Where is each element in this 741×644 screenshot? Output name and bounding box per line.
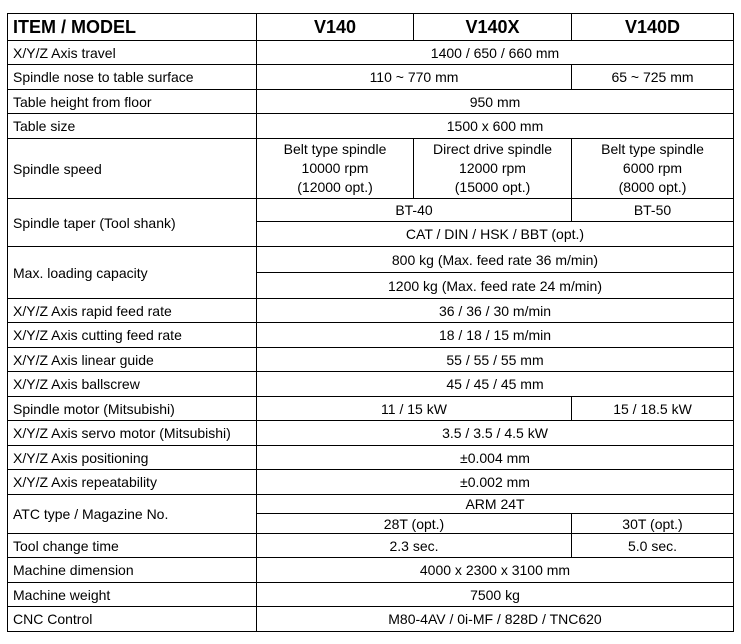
row-value: 7500 kg: [257, 583, 734, 607]
table-row: [8, 90, 734, 114]
table-row: [8, 534, 734, 558]
row-label: X/Y/Z Axis rapid feed rate: [8, 299, 257, 323]
row-value: 110 ~ 770 mm: [257, 65, 572, 90]
row-value: 55 / 55 / 55 mm: [257, 348, 734, 372]
row-value: ARM 24T: [257, 495, 734, 514]
row-value: CAT / DIN / HSK / BBT (opt.): [257, 222, 734, 247]
row-label: X/Y/Z Axis linear guide: [8, 348, 257, 372]
value-line: Belt type spindle: [601, 141, 704, 157]
row-value: 11 / 15 kW: [257, 397, 572, 421]
model-header-v140x: V140X: [414, 14, 572, 41]
row-value: ±0.002 mm: [257, 470, 734, 495]
row-value: 28T (opt.): [257, 514, 572, 534]
row-label: Table size: [8, 114, 257, 139]
row-label: Machine weight: [8, 583, 257, 607]
table-row: [8, 41, 734, 65]
row-value: [257, 139, 414, 199]
table-row: [8, 607, 734, 632]
row-value: 65 ~ 725 mm: [572, 65, 734, 90]
row-label: CNC Control: [8, 607, 257, 632]
value-line: 6000 rpm: [622, 160, 683, 176]
row-value: 45 / 45 / 45 mm: [257, 372, 734, 397]
row-label: Spindle speed: [8, 139, 257, 199]
table-row: [8, 139, 734, 199]
row-label: ATC type / Magazine No.: [8, 495, 257, 534]
table-row: [8, 558, 734, 583]
row-value: 4000 x 2300 x 3100 mm: [257, 558, 734, 583]
row-value: 1200 kg (Max. feed rate 24 m/min): [257, 273, 734, 299]
row-label: Spindle motor (Mitsubishi): [8, 397, 257, 421]
value-line: 12000 rpm: [459, 160, 526, 176]
row-value: 1400 / 650 / 660 mm: [257, 41, 734, 65]
table-row: [8, 348, 734, 372]
table-row: [8, 114, 734, 139]
value-line: 10000 rpm: [301, 160, 369, 176]
row-value: 5.0 sec.: [572, 534, 734, 558]
row-label: Max. loading capacity: [8, 247, 257, 299]
row-value: 1500 x 600 mm: [257, 114, 734, 139]
model-header-v140d: V140D: [572, 14, 734, 41]
row-label: Machine dimension: [8, 558, 257, 583]
row-label: X/Y/Z Axis repeatability: [8, 470, 257, 495]
row-label: X/Y/Z Axis positioning: [8, 446, 257, 470]
model-header-v140: V140: [257, 14, 414, 41]
row-value: ±0.004 mm: [257, 446, 734, 470]
item-model-header: ITEM / MODEL: [8, 14, 257, 41]
table-row: [8, 421, 734, 446]
row-value: 18 / 18 / 15 m/min: [257, 323, 734, 348]
row-value: M80-4AV / 0i-MF / 828D / TNC620: [257, 607, 734, 632]
table-row: [8, 65, 734, 90]
row-label: X/Y/Z Axis ballscrew: [8, 372, 257, 397]
row-value: 800 kg (Max. feed rate 36 m/min): [257, 247, 734, 273]
row-label: Spindle nose to table surface: [8, 65, 257, 90]
row-label: Table height from floor: [8, 90, 257, 114]
table-row: [8, 495, 734, 514]
table-row: [8, 247, 734, 273]
table-row: [8, 323, 734, 348]
value-line: (15000 opt.): [454, 179, 531, 195]
spec-table: [7, 13, 734, 632]
row-label: Tool change time: [8, 534, 257, 558]
row-value: 15 / 18.5 kW: [572, 397, 734, 421]
value-line: (12000 opt.): [297, 179, 373, 195]
row-value: 950 mm: [257, 90, 734, 114]
table-row: [8, 446, 734, 470]
value-line: Direct drive spindle: [432, 141, 553, 157]
table-row: [8, 470, 734, 495]
row-label: X/Y/Z Axis travel: [8, 41, 257, 65]
row-label: X/Y/Z Axis cutting feed rate: [8, 323, 257, 348]
table-row: [8, 199, 734, 222]
row-value: BT-50: [572, 199, 734, 222]
table-row: [8, 372, 734, 397]
row-value: [572, 139, 734, 199]
row-label: X/Y/Z Axis servo motor (Mitsubishi): [8, 421, 257, 446]
row-value: 30T (opt.): [572, 514, 734, 534]
row-value: 2.3 sec.: [257, 534, 572, 558]
value-line: (8000 opt.): [618, 179, 687, 195]
row-value: 36 / 36 / 30 m/min: [257, 299, 734, 323]
table-row: [8, 583, 734, 607]
header-row: [8, 14, 734, 41]
row-value: 3.5 / 3.5 / 4.5 kW: [257, 421, 734, 446]
table-row: [8, 299, 734, 323]
row-value: [414, 139, 572, 199]
row-label: Spindle taper (Tool shank): [8, 199, 257, 247]
row-value: BT-40: [257, 199, 572, 222]
table-row: [8, 397, 734, 421]
value-line: Belt type spindle: [283, 141, 387, 157]
